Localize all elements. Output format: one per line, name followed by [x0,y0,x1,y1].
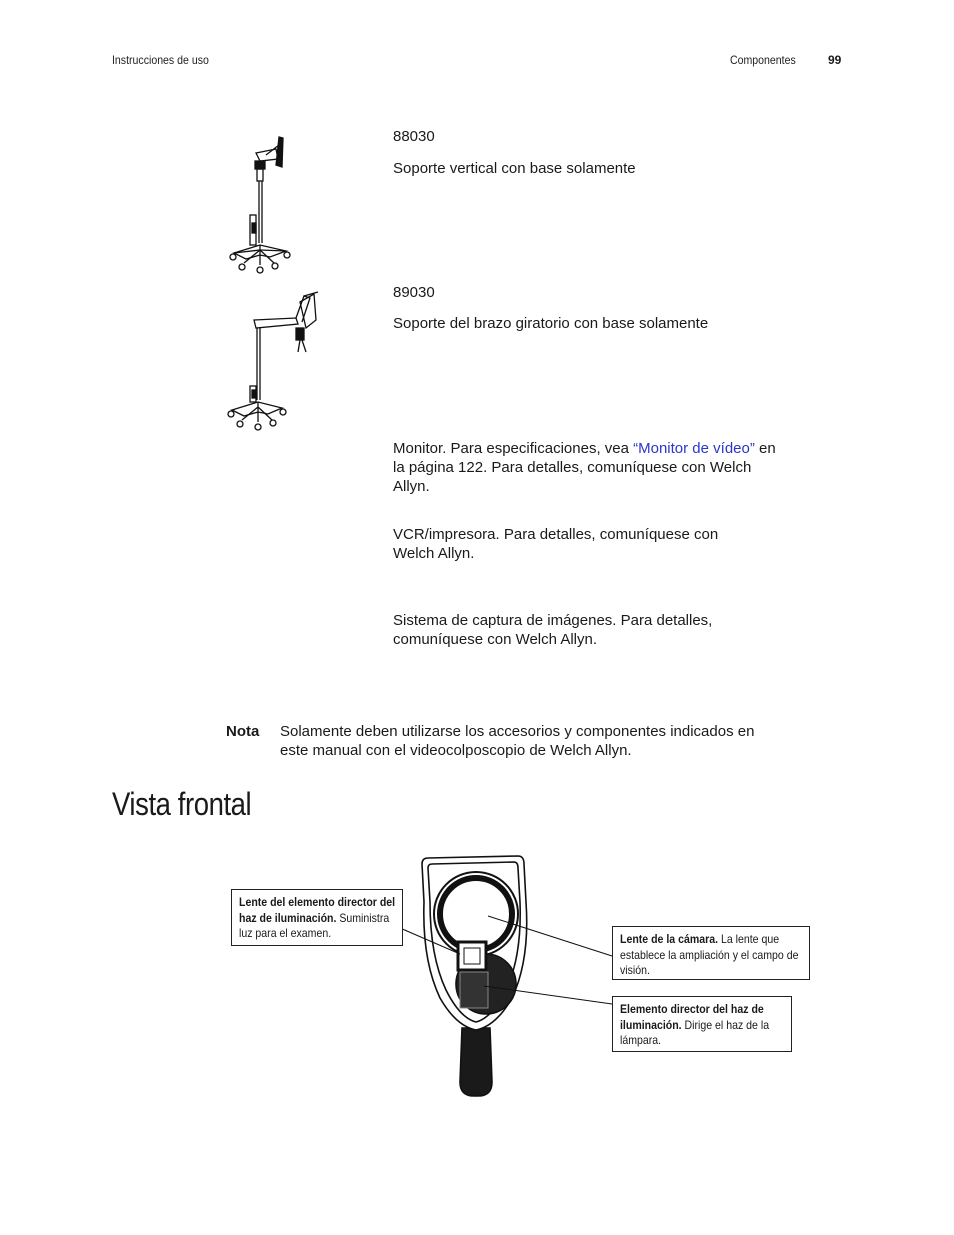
callout-beam-director-title: Elemento director del haz de iluminación. [620,1002,764,1032]
capture-paragraph: Sistema de captura de imágenes. Para detalles, comuníquese con Welch Allyn. [393,612,713,648]
item-description-88030: Soporte vertical con base solamente [393,160,636,177]
vertical-stand-icon [226,135,296,275]
monitor-text-before: Monitor. Para especificaciones, vea [393,440,634,457]
callout-beam-director-text: Dirige el haz de la lámpara. [620,1017,770,1047]
callout-camera-lens-text: La lente que establece la ampliación y el campo de visión. [620,932,799,977]
vcr-paragraph: VCR/impresora. Para detalles, comuníquese con Welch Allyn. [393,526,719,562]
page-number: 99 [828,53,842,67]
callout-beam-director [612,996,792,1052]
callout-illumination-lens [231,889,403,946]
monitor-video-link[interactable]: “Monitor de vídeo” [633,440,755,457]
item-code-89030: 89030 [393,284,435,301]
callout-camera-lens [612,926,810,980]
section-title: Vista frontal [112,786,252,822]
callout-camera-lens-title: Lente de la cámara. [620,932,719,946]
item-code-88030: 88030 [393,128,435,145]
monitor-paragraph [393,439,783,496]
header-doc-title: Instrucciones de uso [112,53,209,67]
callout-illumination-lens-text: Suministra luz para el examen. [239,910,390,940]
monitor-text-after: en la página 122. Para detalles, comuníquese con Welch Allyn. [393,440,776,495]
note-text: Solamente deben utilizarse los accesorios y componentes indicados en este manual con el videocolposcopio de Welch Allyn. [280,723,755,759]
callout-illumination-lens-title: Lente del elemento director del haz de iluminación. [239,895,396,925]
header-section: Componentes [730,53,796,67]
note-label: Nota [226,723,260,740]
item-description-89030: Soporte del brazo giratorio con base solamente [393,315,709,332]
swivel-arm-stand-icon [226,290,321,430]
